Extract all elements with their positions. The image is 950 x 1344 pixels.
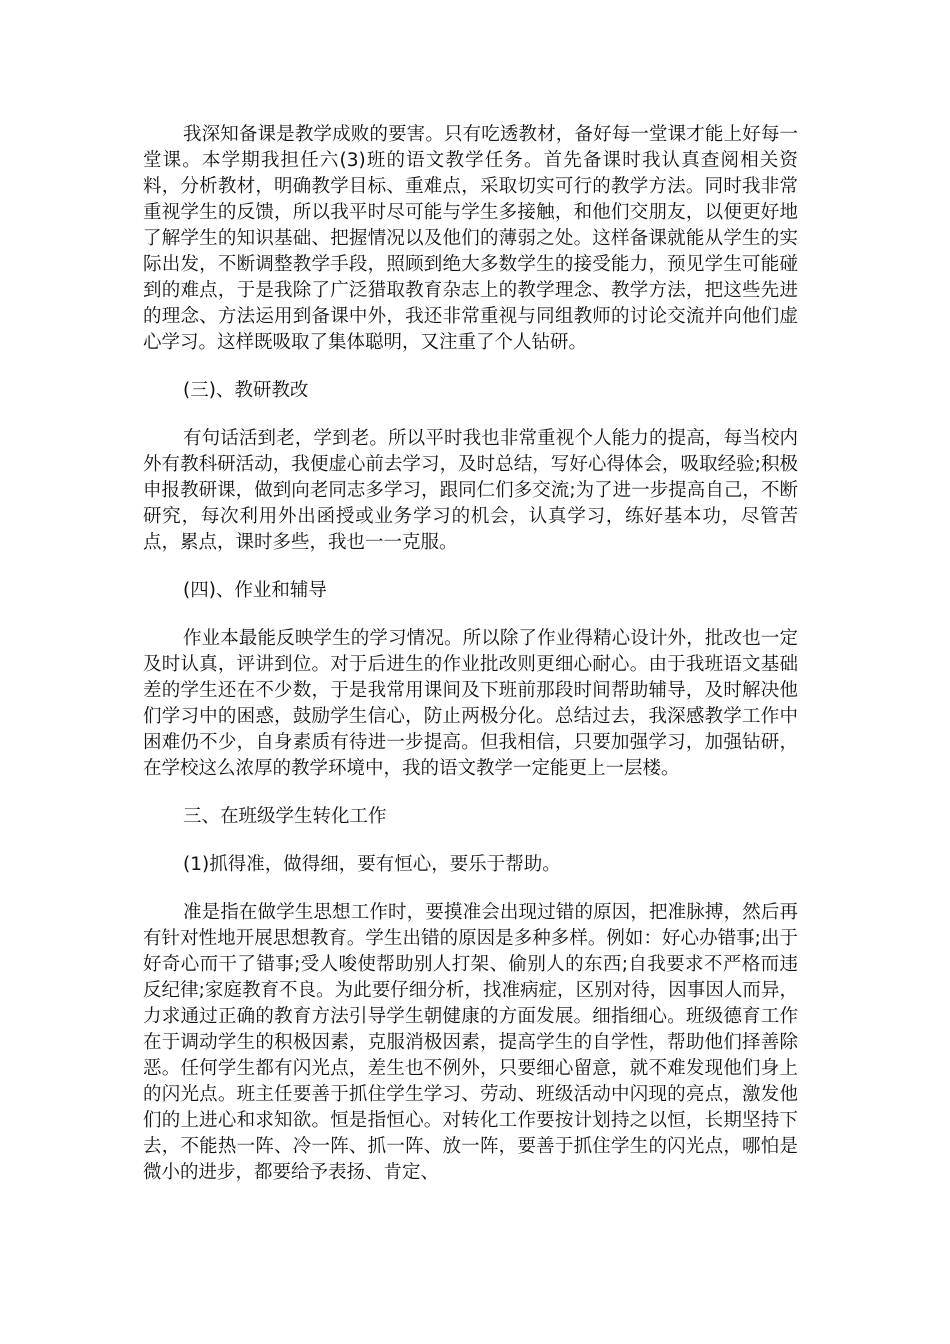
paragraph-homework-tutoring: 作业本最能反映学生的学习情况。所以除了作业得精心设计外，批改也一定及时认真，评讲到位。对于后进生的作业批改则更细心耐心。由于我班语文基础差的学生还在不少数，于是我常用课间及下班前那段时间帮助辅导，及时解决他们学习中的困惑，鼓励学生信心，防止两极分化。总结过去，我深感教学工作中困难仍不少，自身素质有待进一步提高。但我相信，只要加强学习，加强钻研，在学校这么浓厚的教学环境中，我的语文教学一定能更上一层楼。: [143, 628, 798, 779]
heading-teaching-research: (三)、教研教改: [183, 380, 309, 401]
subheading-accuracy-care: (1)抓得准，做得细，要有恒心，要乐于帮助。: [183, 854, 561, 875]
paragraph-lesson-preparation: 我深知备课是教学成败的要害。只有吃透教材，备好每一堂课才能上好每一堂课。本学期我担任六(3)班的语文教学任务。首先备课时我认真查阅相关资料，分析教材，明确教学目标、重难点，采取切实可行的教学方法。同时我非常重视学生的反馈，所以我平时尽可能与学生多接触，和他们交朋友，以便更好地了解学生的知识基础、把握情况以及他们的薄弱之处。这样备课就能从学生的实际出发，不断调整教学手段，照顾到绝大多数学生的接受能力，预见学生可能碰到的难点，于是我除了广泛猎取教育杂志上的教学理念、教学方法，把这些先进的理念、方法运用到备课中外，我还非常重视与同组教师的讨论交流并向他们虚心学习。这样既吸取了集体聪明，又注重了个人钻研。: [143, 124, 798, 353]
heading-student-transformation: 三、在班级学生转化工作: [183, 806, 387, 827]
paragraph-accuracy-care: 准是指在做学生思想工作时，要摸准会出现过错的原因，把准脉搏，然后再有针对性地开展思想教育。学生出错的原因是多种多样。例如：好心办错事;出于好奇心而干了错事;受人唆使帮助别人打架、偷别人的东西;自我要求不严格而违反纪律;家庭教育不良。为此要仔细分析，找准病症，区别对待，因事因人而异，力求通过正确的教育方法引导学生朝健康的方面发展。细指细心。班级德育工作在于调动学生的积极因素，克服消极因素，提高学生的自学性，帮助他们择善除恶。任何学生都有闪光点，差生也不例外，只要细心留意，就不难发现他们身上的闪光点。班主任要善于抓住学生学习、劳动、班级活动中闪现的亮点，激发他们的上进心和求知欲。恒是指恒心。对转化工作要按计划持之以恒，长期坚持下去，不能热一阵、冷一阵、抓一阵、放一阵，要善于抓住学生的闪光点，哪怕是微小的进步，都要给予表扬、肯定、: [143, 902, 798, 1183]
heading-homework-tutoring: (四)、作业和辅导: [183, 580, 327, 601]
document-body: [143, 122, 798, 1208]
paragraph-teaching-research: 有句话活到老，学到老。所以平时我也非常重视个人能力的提高，每当校内外有教科研活动，我便虚心前去学习，及时总结，写好心得体会，吸取经验;积极申报教研课，做到向老同志多学习，跟同仁们多交流;为了进一步提高自己，不断研究，每次利用外出函授或业务学习的机会，认真学习，练好基本功，尽管苦点，累点，课时多些，我也一一克服。: [143, 428, 798, 553]
